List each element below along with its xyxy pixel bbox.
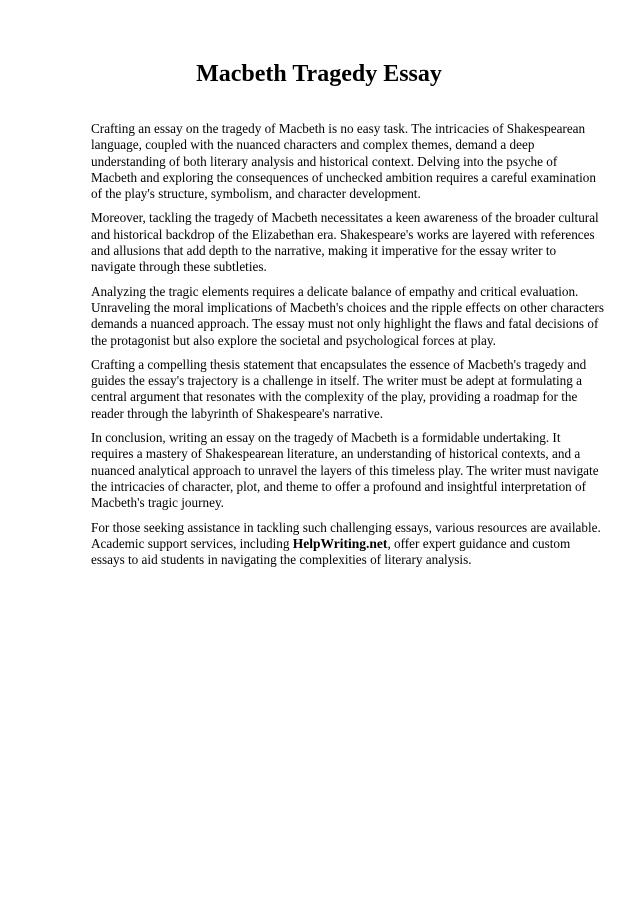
paragraph-line: For those seeking assistance in tackling such challenging essays, various resources are available. [91, 519, 601, 535]
paragraph-line: nuanced analytical approach to unravel the layers of this timeless play. The writer must navigate [91, 462, 599, 478]
line-text: Academic support services, including [91, 535, 293, 551]
paragraph-line: Macbeth and exploring the consequences of unchecked ambition requires a careful examination [91, 169, 596, 185]
paragraph-line: language, coupled with the nuanced characters and complex themes, demand a deep [91, 137, 535, 153]
paragraph-5 [91, 430, 601, 511]
paragraph-line: navigate through these subtleties. [91, 259, 267, 275]
paragraph-line: central argument that resonates with the complexity of the play, providing a roadmap for the [91, 389, 578, 405]
paragraph-line: understanding of both literary analysis and historical context. Delving into the psyche of [91, 153, 558, 169]
paragraph-line: requires a mastery of Shakespearean literature, an understanding of historical contexts, and a [91, 446, 581, 462]
paragraph-line: In conclusion, writing an essay on the tragedy of Macbeth is a formidable undertaking. It [91, 430, 561, 446]
paragraph-2 [91, 210, 601, 275]
paragraph-6 [91, 520, 601, 569]
paragraph-4 [91, 357, 601, 422]
paragraph-line: Moreover, tackling the tragedy of Macbeth necessitates a keen awareness of the broader cultural [91, 210, 599, 226]
line-text: , offer expert guidance and custom [387, 535, 571, 551]
paragraph-line: Macbeth's tragic journey. [91, 495, 224, 511]
paragraph-line: essays to aid students in navigating the complexities of literary analysis. [91, 552, 472, 568]
paragraph-line: Crafting a compelling thesis statement that encapsulates the essence of Macbeth's tragedy and [91, 356, 587, 372]
document-title: Macbeth Tragedy Essay [196, 61, 442, 87]
paragraph-line: and allusions that add depth to the narrative, making it imperative for the essay writer to [91, 243, 557, 259]
paragraph-line: the protagonist but also explore the societal and psychological forces at play. [91, 332, 496, 348]
paragraph-line: demands a nuanced approach. The essay must not only highlight the flaws and fatal decisions of [91, 316, 599, 332]
paragraph-line: reader through the labyrinth of Shakespeare's narrative. [91, 405, 384, 421]
paragraph-line: the intricacies of character, plot, and theme to offer a profound and insightful interpretation of [91, 478, 587, 494]
paragraph-line: and historical backdrop of the Elizabethan era. Shakespeare's works are layered with references [91, 226, 595, 242]
document-body [91, 121, 604, 576]
paragraph-line: Analyzing the tragic elements requires a delicate balance of empathy and critical evaluation. [91, 283, 579, 299]
paragraph-1 [91, 121, 601, 202]
helpwriting-link[interactable]: HelpWriting.net [292, 535, 388, 551]
paragraph-line: Unraveling the moral implications of Macbeth's choices and the ripple effects on other characters [91, 299, 604, 315]
paragraph-line: of the play's structure, symbolism, and character development. [91, 186, 421, 202]
paragraph-line: guides the essay's trajectory is a challenge in itself. The writer must be adept at formulating a [91, 373, 583, 389]
paragraph-3 [91, 283, 604, 349]
paragraph-line: Crafting an essay on the tragedy of Macbeth is no easy task. The intricacies of Shakespearean [91, 121, 586, 136]
paragraph-line [91, 536, 601, 552]
